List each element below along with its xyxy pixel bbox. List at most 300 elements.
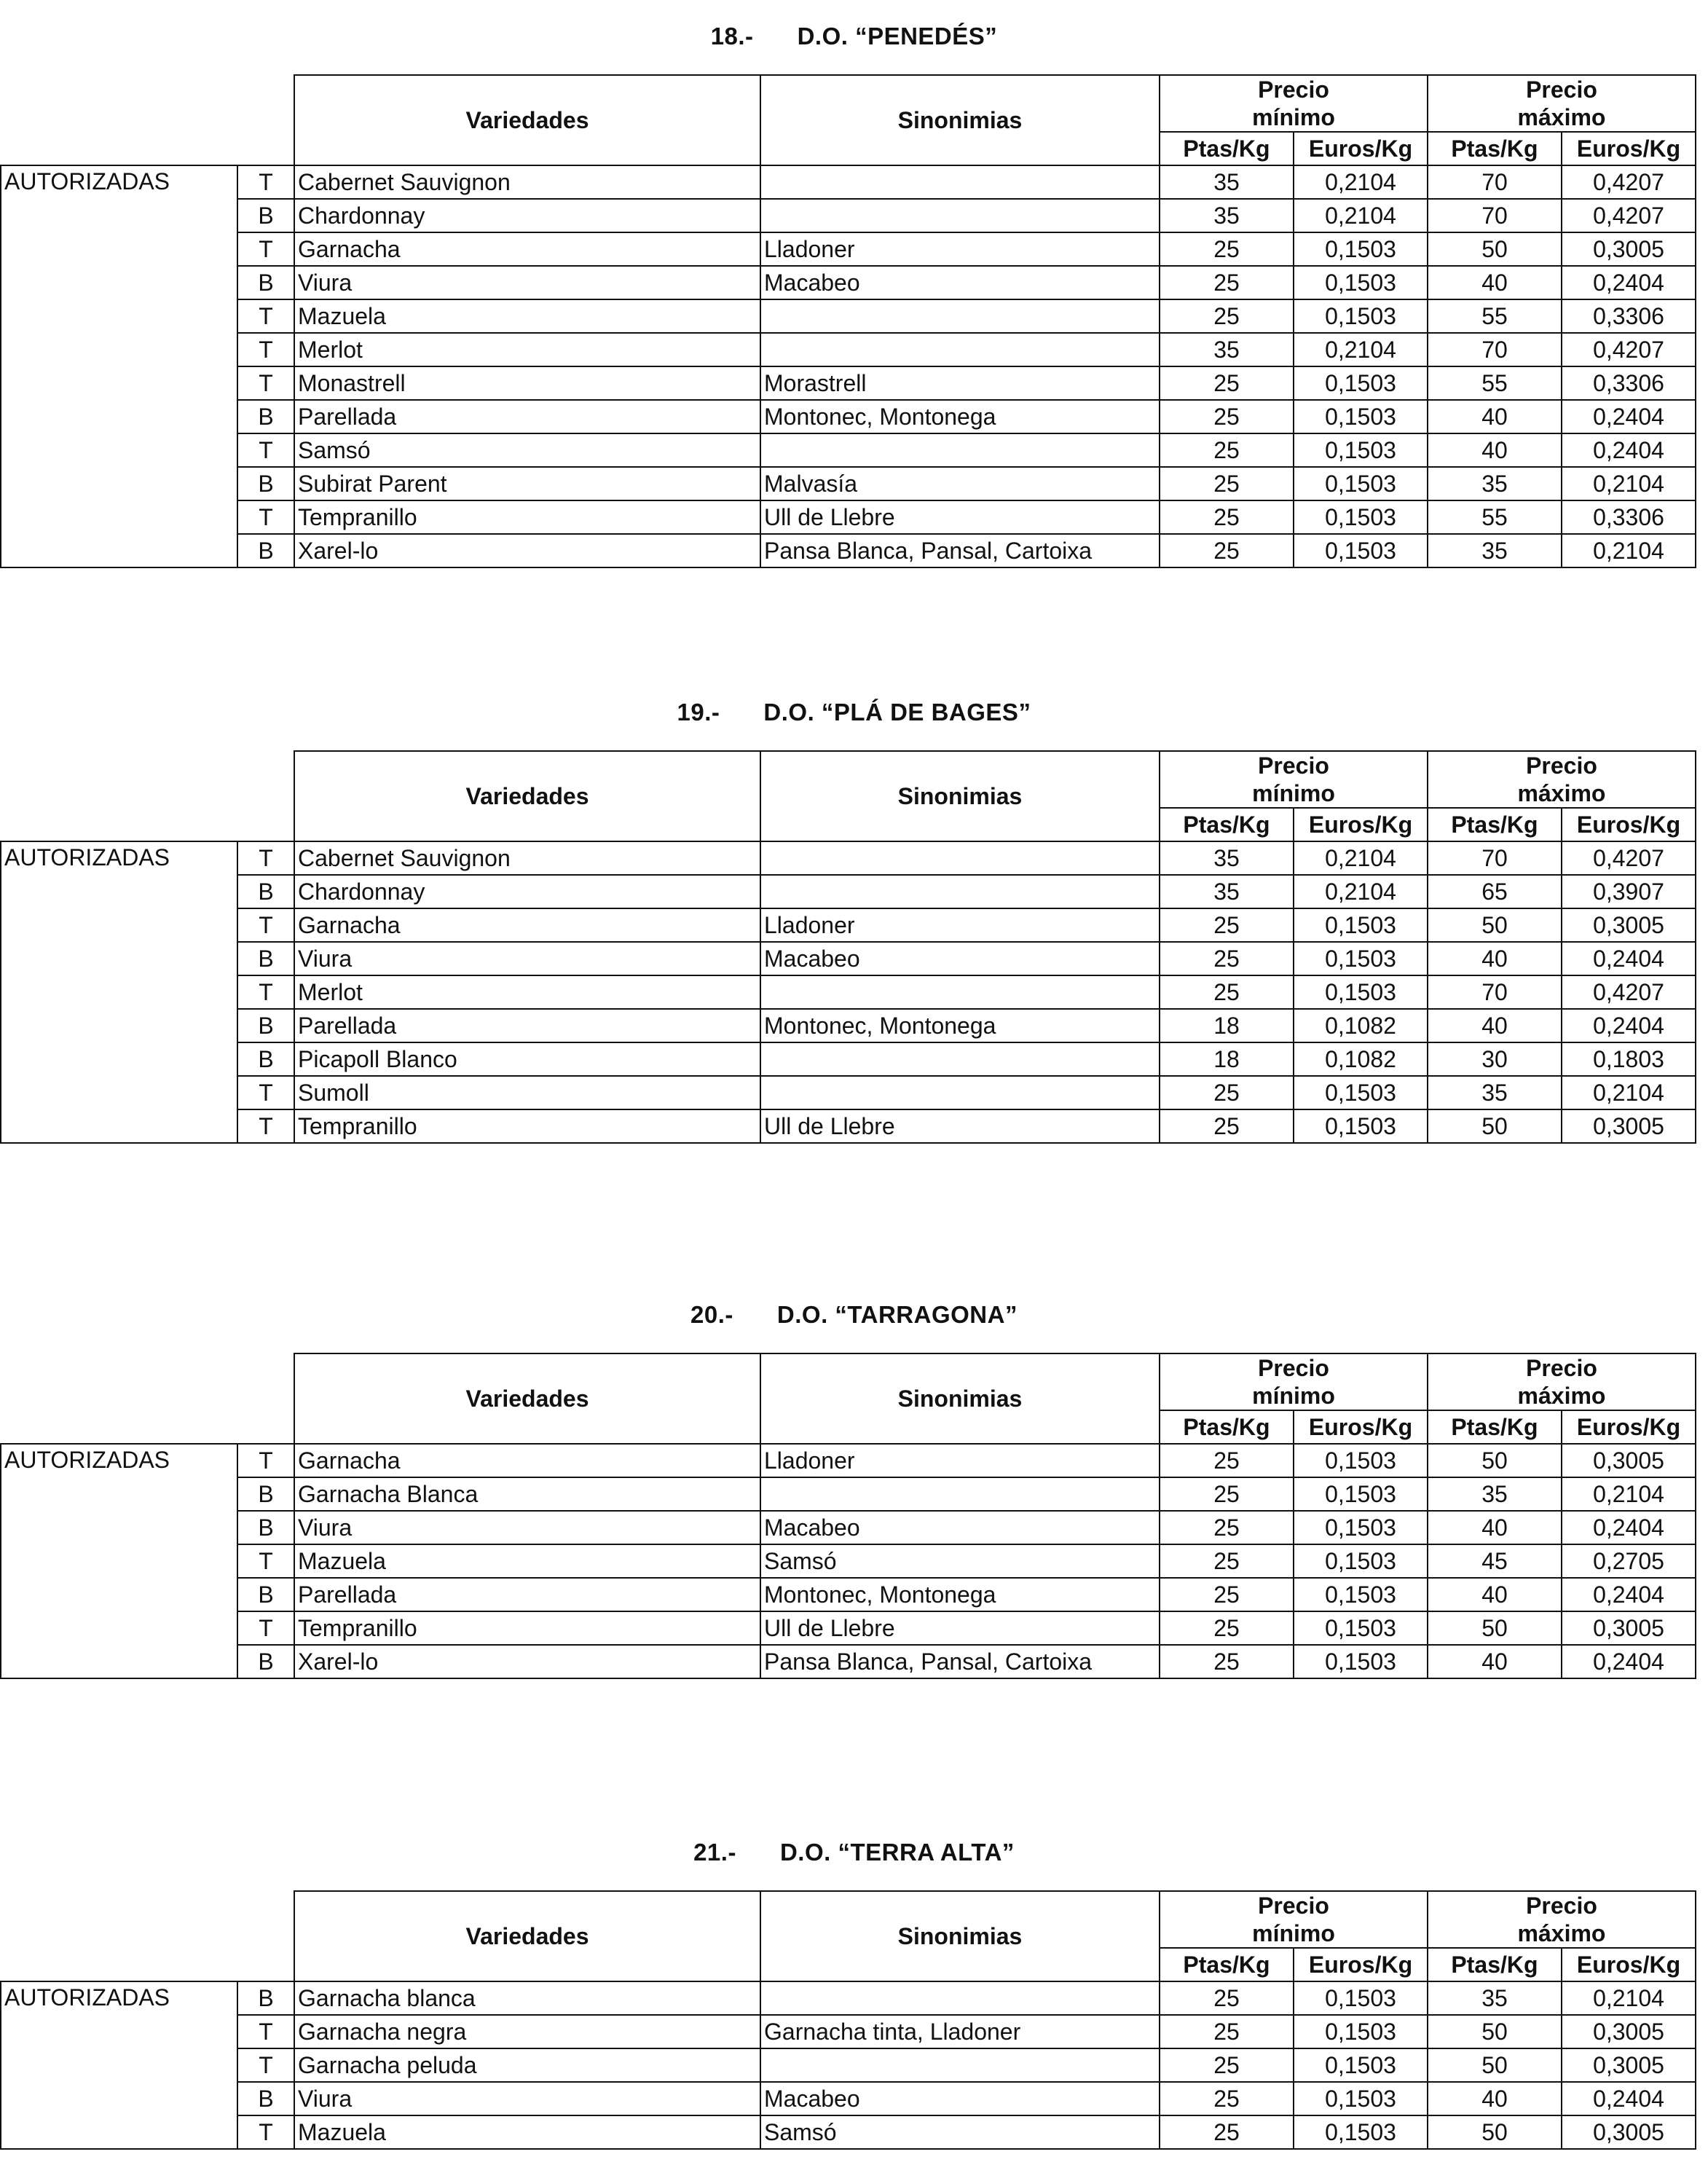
wine-type: T	[237, 299, 294, 333]
table-row	[1, 975, 1696, 1009]
header-precio-maximo-line2: máximo	[1517, 104, 1606, 130]
max-price-ptas: 50	[1428, 1611, 1562, 1645]
synonyms: Malvasía	[760, 467, 1160, 500]
category-label: AUTORIZADAS	[1, 1444, 237, 1678]
max-price-euros: 0,3005	[1562, 908, 1696, 942]
min-price-euros: 0,1503	[1294, 400, 1428, 433]
min-price-euros: 0,1503	[1294, 2115, 1428, 2149]
max-price-euros: 0,3005	[1562, 2015, 1696, 2048]
max-price-euros: 0,2404	[1562, 266, 1696, 299]
min-price-ptas: 25	[1160, 1544, 1294, 1578]
synonyms	[760, 199, 1160, 232]
header-row	[1, 1891, 1696, 1948]
max-price-euros: 0,1803	[1562, 1042, 1696, 1076]
table-row	[1, 1076, 1696, 1109]
synonyms	[760, 1076, 1160, 1109]
wine-type: B	[237, 1578, 294, 1611]
max-price-euros: 0,2404	[1562, 1578, 1696, 1611]
synonyms: Samsó	[760, 1544, 1160, 1578]
section-title	[0, 698, 1708, 727]
max-price-ptas: 50	[1428, 1109, 1562, 1143]
min-price-euros: 0,1503	[1294, 1981, 1428, 2015]
section-number: 20.-	[690, 1301, 733, 1328]
header-spacer	[1, 1891, 294, 1981]
header-precio-maximo	[1428, 751, 1696, 808]
min-price-euros: 0,1503	[1294, 266, 1428, 299]
min-price-ptas: 35	[1160, 875, 1294, 908]
max-price-euros: 0,2404	[1562, 2082, 1696, 2115]
min-price-euros: 0,1503	[1294, 942, 1428, 975]
max-price-euros: 0,4207	[1562, 975, 1696, 1009]
max-price-euros: 0,3907	[1562, 875, 1696, 908]
header-variedades: Variedades	[294, 75, 760, 165]
table-row	[1, 299, 1696, 333]
header-sinonimias: Sinonimias	[760, 75, 1160, 165]
header-precio-maximo	[1428, 1353, 1696, 1410]
max-price-euros: 0,2104	[1562, 1981, 1696, 2015]
header-precio-minimo-line1: Precio	[1258, 1893, 1329, 1919]
wine-type: T	[237, 2048, 294, 2082]
synonyms	[760, 333, 1160, 366]
min-price-euros: 0,1503	[1294, 975, 1428, 1009]
max-price-euros: 0,3005	[1562, 2115, 1696, 2149]
min-price-ptas: 25	[1160, 299, 1294, 333]
subheader-euros: Euros/Kg	[1294, 1410, 1428, 1444]
subheader-ptas: Ptas/Kg	[1160, 1410, 1294, 1444]
variety-name: Tempranillo	[294, 1109, 760, 1143]
min-price-ptas: 25	[1160, 1578, 1294, 1611]
max-price-euros: 0,4207	[1562, 165, 1696, 199]
max-price-euros: 0,3306	[1562, 500, 1696, 534]
min-price-euros: 0,1082	[1294, 1042, 1428, 1076]
header-precio-minimo-line2: mínimo	[1252, 780, 1335, 806]
max-price-ptas: 40	[1428, 1511, 1562, 1544]
price-table	[0, 750, 1696, 1144]
variety-name: Cabernet Sauvignon	[294, 841, 760, 875]
max-price-euros: 0,2404	[1562, 400, 1696, 433]
max-price-ptas: 40	[1428, 266, 1562, 299]
section-name: D.O. “TERRA ALTA”	[779, 1839, 1015, 1866]
min-price-euros: 0,1503	[1294, 2048, 1428, 2082]
table-row	[1, 232, 1696, 266]
subheader-euros: Euros/Kg	[1562, 132, 1696, 165]
header-precio-maximo-line2: máximo	[1517, 1920, 1606, 1946]
min-price-ptas: 25	[1160, 266, 1294, 299]
min-price-ptas: 25	[1160, 1444, 1294, 1477]
header-precio-maximo-line1: Precio	[1526, 76, 1597, 103]
max-price-ptas: 40	[1428, 1645, 1562, 1678]
min-price-euros: 0,1503	[1294, 232, 1428, 266]
synonyms: Pansa Blanca, Pansal, Cartoixa	[760, 534, 1160, 567]
max-price-euros: 0,3306	[1562, 299, 1696, 333]
min-price-ptas: 25	[1160, 467, 1294, 500]
min-price-euros: 0,1503	[1294, 534, 1428, 567]
max-price-euros: 0,3005	[1562, 1611, 1696, 1645]
wine-type: T	[237, 433, 294, 467]
wine-type: T	[237, 500, 294, 534]
price-table	[0, 74, 1696, 568]
min-price-ptas: 18	[1160, 1009, 1294, 1042]
header-precio-minimo	[1160, 75, 1428, 132]
max-price-ptas: 40	[1428, 2082, 1562, 2115]
subheader-euros: Euros/Kg	[1562, 808, 1696, 841]
variety-name: Tempranillo	[294, 1611, 760, 1645]
min-price-ptas: 25	[1160, 1477, 1294, 1511]
min-price-ptas: 25	[1160, 366, 1294, 400]
wine-type: T	[237, 908, 294, 942]
table-row	[1, 1578, 1696, 1611]
min-price-euros: 0,1503	[1294, 1544, 1428, 1578]
synonyms	[760, 875, 1160, 908]
variety-name: Chardonnay	[294, 199, 760, 232]
min-price-ptas: 18	[1160, 1042, 1294, 1076]
min-price-euros: 0,1503	[1294, 2082, 1428, 2115]
max-price-ptas: 70	[1428, 165, 1562, 199]
min-price-euros: 0,2104	[1294, 841, 1428, 875]
min-price-euros: 0,1503	[1294, 467, 1428, 500]
synonyms: Macabeo	[760, 1511, 1160, 1544]
header-variedades: Variedades	[294, 751, 760, 841]
min-price-euros: 0,2104	[1294, 875, 1428, 908]
wine-type: T	[237, 232, 294, 266]
header-precio-maximo-line2: máximo	[1517, 780, 1606, 806]
subheader-ptas: Ptas/Kg	[1160, 1948, 1294, 1981]
synonyms	[760, 165, 1160, 199]
header-sinonimias: Sinonimias	[760, 751, 1160, 841]
min-price-euros: 0,1503	[1294, 1645, 1428, 1678]
max-price-ptas: 50	[1428, 1444, 1562, 1477]
max-price-ptas: 40	[1428, 433, 1562, 467]
variety-name: Cabernet Sauvignon	[294, 165, 760, 199]
variety-name: Samsó	[294, 433, 760, 467]
max-price-ptas: 55	[1428, 299, 1562, 333]
variety-name: Garnacha Blanca	[294, 1477, 760, 1511]
table-row	[1, 1444, 1696, 1477]
header-precio-maximo	[1428, 1891, 1696, 1948]
min-price-euros: 0,1503	[1294, 366, 1428, 400]
max-price-ptas: 35	[1428, 1981, 1562, 2015]
min-price-euros: 0,1503	[1294, 1444, 1428, 1477]
variety-name: Picapoll Blanco	[294, 1042, 760, 1076]
wine-type: T	[237, 333, 294, 366]
table-row	[1, 400, 1696, 433]
variety-name: Garnacha	[294, 232, 760, 266]
table-row	[1, 1009, 1696, 1042]
min-price-ptas: 25	[1160, 500, 1294, 534]
variety-name: Xarel-lo	[294, 534, 760, 567]
wine-type: B	[237, 1981, 294, 2015]
variety-name: Merlot	[294, 975, 760, 1009]
min-price-ptas: 25	[1160, 400, 1294, 433]
table-row	[1, 1981, 1696, 2015]
min-price-ptas: 35	[1160, 333, 1294, 366]
min-price-ptas: 25	[1160, 942, 1294, 975]
subheader-ptas: Ptas/Kg	[1160, 132, 1294, 165]
variety-name: Parellada	[294, 1578, 760, 1611]
synonyms: Montonec, Montonega	[760, 1578, 1160, 1611]
max-price-euros: 0,2404	[1562, 942, 1696, 975]
header-precio-minimo-line1: Precio	[1258, 1355, 1329, 1381]
table-row	[1, 2048, 1696, 2082]
max-price-euros: 0,2404	[1562, 1009, 1696, 1042]
max-price-ptas: 40	[1428, 1009, 1562, 1042]
synonyms: Montonec, Montonega	[760, 1009, 1160, 1042]
subheader-euros: Euros/Kg	[1562, 1410, 1696, 1444]
wine-type: B	[237, 266, 294, 299]
category-label: AUTORIZADAS	[1, 841, 237, 1143]
synonyms	[760, 975, 1160, 1009]
min-price-euros: 0,2104	[1294, 165, 1428, 199]
min-price-euros: 0,2104	[1294, 333, 1428, 366]
subheader-ptas: Ptas/Kg	[1428, 1948, 1562, 1981]
synonyms: Garnacha tinta, Lladoner	[760, 2015, 1160, 2048]
variety-name: Merlot	[294, 333, 760, 366]
synonyms	[760, 841, 1160, 875]
table-row	[1, 433, 1696, 467]
max-price-euros: 0,3005	[1562, 1444, 1696, 1477]
min-price-euros: 0,1503	[1294, 908, 1428, 942]
subheader-euros: Euros/Kg	[1562, 1948, 1696, 1981]
min-price-ptas: 25	[1160, 1109, 1294, 1143]
subheader-euros: Euros/Kg	[1294, 808, 1428, 841]
variety-name: Garnacha	[294, 908, 760, 942]
wine-type: T	[237, 975, 294, 1009]
section-number: 21.-	[693, 1839, 736, 1866]
variety-name: Xarel-lo	[294, 1645, 760, 1678]
synonyms	[760, 2048, 1160, 2082]
header-precio-minimo	[1160, 751, 1428, 808]
variety-name: Viura	[294, 2082, 760, 2115]
variety-name: Garnacha	[294, 1444, 760, 1477]
max-price-ptas: 40	[1428, 1578, 1562, 1611]
min-price-ptas: 35	[1160, 841, 1294, 875]
table-row	[1, 1611, 1696, 1645]
max-price-euros: 0,2104	[1562, 534, 1696, 567]
table-row	[1, 1477, 1696, 1511]
table-row	[1, 908, 1696, 942]
variety-name: Parellada	[294, 1009, 760, 1042]
max-price-ptas: 65	[1428, 875, 1562, 908]
synonyms	[760, 433, 1160, 467]
section-name: D.O. “TARRAGONA”	[776, 1301, 1018, 1328]
header-row	[1, 75, 1696, 132]
min-price-ptas: 25	[1160, 1611, 1294, 1645]
table-row	[1, 1544, 1696, 1578]
subheader-euros: Euros/Kg	[1294, 132, 1428, 165]
synonyms: Montonec, Montonega	[760, 400, 1160, 433]
wine-type: B	[237, 400, 294, 433]
header-precio-minimo-line1: Precio	[1258, 752, 1329, 779]
wine-type: B	[237, 467, 294, 500]
wine-type: T	[237, 1444, 294, 1477]
synonyms: Macabeo	[760, 942, 1160, 975]
wine-type: B	[237, 942, 294, 975]
wine-type: B	[237, 1477, 294, 1511]
min-price-euros: 0,1503	[1294, 299, 1428, 333]
synonyms: Samsó	[760, 2115, 1160, 2149]
header-variedades: Variedades	[294, 1353, 760, 1444]
wine-type: B	[237, 534, 294, 567]
synonyms: Macabeo	[760, 266, 1160, 299]
min-price-ptas: 25	[1160, 1981, 1294, 2015]
max-price-ptas: 45	[1428, 1544, 1562, 1578]
max-price-ptas: 70	[1428, 199, 1562, 232]
max-price-ptas: 35	[1428, 467, 1562, 500]
header-precio-minimo	[1160, 1891, 1428, 1948]
max-price-euros: 0,3005	[1562, 1109, 1696, 1143]
min-price-euros: 0,1503	[1294, 1477, 1428, 1511]
synonyms: Lladoner	[760, 1444, 1160, 1477]
table-row	[1, 875, 1696, 908]
wine-type: T	[237, 1076, 294, 1109]
header-precio-minimo	[1160, 1353, 1428, 1410]
section-title	[0, 1838, 1708, 1867]
table-row	[1, 2082, 1696, 2115]
max-price-ptas: 70	[1428, 333, 1562, 366]
min-price-ptas: 35	[1160, 165, 1294, 199]
table-row	[1, 841, 1696, 875]
min-price-ptas: 25	[1160, 2082, 1294, 2115]
table-row	[1, 2015, 1696, 2048]
max-price-euros: 0,3005	[1562, 2048, 1696, 2082]
subheader-ptas: Ptas/Kg	[1428, 808, 1562, 841]
wine-type: T	[237, 1109, 294, 1143]
wine-type: T	[237, 366, 294, 400]
max-price-ptas: 55	[1428, 366, 1562, 400]
header-precio-maximo-line1: Precio	[1526, 1355, 1597, 1381]
table-row	[1, 1042, 1696, 1076]
wine-type: T	[237, 1611, 294, 1645]
category-label: AUTORIZADAS	[1, 165, 237, 567]
header-precio-maximo-line2: máximo	[1517, 1383, 1606, 1409]
section-title	[0, 22, 1708, 51]
table-row	[1, 467, 1696, 500]
min-price-ptas: 25	[1160, 1511, 1294, 1544]
variety-name: Garnacha peluda	[294, 2048, 760, 2082]
synonyms	[760, 299, 1160, 333]
min-price-euros: 0,1082	[1294, 1009, 1428, 1042]
header-precio-maximo-line1: Precio	[1526, 1893, 1597, 1919]
max-price-ptas: 35	[1428, 1076, 1562, 1109]
max-price-euros: 0,2104	[1562, 1477, 1696, 1511]
table-row	[1, 1109, 1696, 1143]
header-precio-minimo-line2: mínimo	[1252, 1383, 1335, 1409]
synonyms: Ull de Llebre	[760, 1611, 1160, 1645]
synonyms: Pansa Blanca, Pansal, Cartoixa	[760, 1645, 1160, 1678]
variety-name: Mazuela	[294, 2115, 760, 2149]
table-row	[1, 1511, 1696, 1544]
table-row	[1, 366, 1696, 400]
table-row	[1, 942, 1696, 975]
max-price-euros: 0,4207	[1562, 333, 1696, 366]
table-row	[1, 165, 1696, 199]
header-row	[1, 1353, 1696, 1410]
wine-type: B	[237, 2082, 294, 2115]
min-price-ptas: 25	[1160, 2015, 1294, 2048]
header-variedades: Variedades	[294, 1891, 760, 1981]
wine-type: B	[237, 1645, 294, 1678]
variety-name: Chardonnay	[294, 875, 760, 908]
section-name: D.O. “PLÁ DE BAGES”	[763, 699, 1031, 726]
min-price-ptas: 25	[1160, 2115, 1294, 2149]
wine-type: B	[237, 1042, 294, 1076]
min-price-ptas: 25	[1160, 2048, 1294, 2082]
wine-type: T	[237, 2015, 294, 2048]
min-price-ptas: 25	[1160, 433, 1294, 467]
synonyms: Morastrell	[760, 366, 1160, 400]
table-row	[1, 333, 1696, 366]
variety-name: Monastrell	[294, 366, 760, 400]
max-price-ptas: 50	[1428, 232, 1562, 266]
synonyms: Ull de Llebre	[760, 500, 1160, 534]
max-price-euros: 0,2705	[1562, 1544, 1696, 1578]
min-price-ptas: 25	[1160, 908, 1294, 942]
wine-type: T	[237, 841, 294, 875]
table-row	[1, 2115, 1696, 2149]
header-precio-maximo	[1428, 75, 1696, 132]
min-price-euros: 0,1503	[1294, 433, 1428, 467]
min-price-euros: 0,1503	[1294, 1578, 1428, 1611]
max-price-euros: 0,3306	[1562, 366, 1696, 400]
max-price-ptas: 70	[1428, 975, 1562, 1009]
variety-name: Sumoll	[294, 1076, 760, 1109]
max-price-ptas: 50	[1428, 2015, 1562, 2048]
min-price-ptas: 25	[1160, 232, 1294, 266]
synonyms	[760, 1042, 1160, 1076]
synonyms: Lladoner	[760, 232, 1160, 266]
wine-type: B	[237, 1009, 294, 1042]
subheader-ptas: Ptas/Kg	[1428, 1410, 1562, 1444]
section-number: 18.-	[710, 23, 754, 50]
max-price-ptas: 70	[1428, 841, 1562, 875]
synonyms: Macabeo	[760, 2082, 1160, 2115]
synonyms	[760, 1477, 1160, 1511]
wine-type: B	[237, 199, 294, 232]
max-price-ptas: 40	[1428, 942, 1562, 975]
wine-type: B	[237, 1511, 294, 1544]
header-precio-minimo-line2: mínimo	[1252, 1920, 1335, 1946]
max-price-ptas: 35	[1428, 534, 1562, 567]
header-sinonimias: Sinonimias	[760, 1891, 1160, 1981]
min-price-ptas: 25	[1160, 1645, 1294, 1678]
variety-name: Viura	[294, 266, 760, 299]
variety-name: Tempranillo	[294, 500, 760, 534]
table-row	[1, 199, 1696, 232]
min-price-euros: 0,1503	[1294, 1511, 1428, 1544]
max-price-ptas: 50	[1428, 2048, 1562, 2082]
max-price-euros: 0,2404	[1562, 433, 1696, 467]
min-price-ptas: 25	[1160, 1076, 1294, 1109]
wine-type: T	[237, 2115, 294, 2149]
header-spacer	[1, 751, 294, 841]
max-price-euros: 0,3005	[1562, 232, 1696, 266]
synonyms: Ull de Llebre	[760, 1109, 1160, 1143]
wine-type: T	[237, 165, 294, 199]
wine-type: B	[237, 875, 294, 908]
header-row	[1, 751, 1696, 808]
min-price-ptas: 25	[1160, 534, 1294, 567]
max-price-ptas: 50	[1428, 2115, 1562, 2149]
variety-name: Viura	[294, 1511, 760, 1544]
table-row	[1, 266, 1696, 299]
min-price-euros: 0,1503	[1294, 1611, 1428, 1645]
max-price-euros: 0,2404	[1562, 1645, 1696, 1678]
header-precio-minimo-line1: Precio	[1258, 76, 1329, 103]
variety-name: Subirat Parent	[294, 467, 760, 500]
table-row	[1, 534, 1696, 567]
header-precio-minimo-line2: mínimo	[1252, 104, 1335, 130]
max-price-ptas: 30	[1428, 1042, 1562, 1076]
